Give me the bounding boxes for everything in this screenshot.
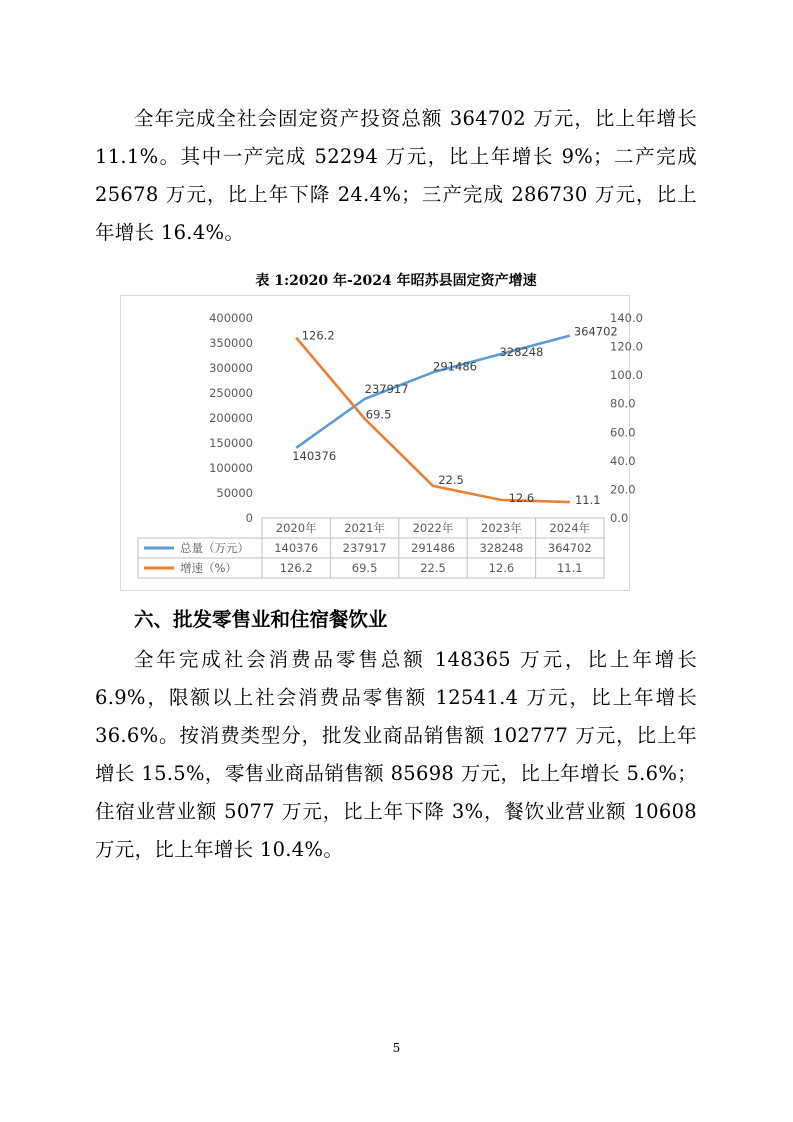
chart-title: 表 1:2020 年-2024 年昭苏县固定资产增速	[255, 273, 537, 289]
x-tick-label: 2020年	[275, 521, 317, 535]
x-tick-label: 2024年	[549, 521, 591, 535]
y-right-tick-label: 60.0	[610, 425, 636, 440]
y-right-tick-label: 40.0	[610, 453, 636, 468]
data-label: 22.5	[438, 472, 464, 487]
legend-label: 总量（万元）	[180, 541, 249, 555]
table-cell-value: 11.1	[556, 561, 583, 575]
y-left-tick-label: 350000	[209, 336, 253, 350]
data-label: 11.1	[574, 493, 601, 508]
x-tick-label: 2022年	[412, 521, 454, 535]
paragraph-retail-sales: 全年完成社会消费品零售总额 148365 万元，比上年增长 6.9%，限额以上社会消费品零售额 12541.4 万元，比上年增长 36.6%。按消费类型分，批发业商品销售额 102777 万元，比上年增长 15.5%，零售业商品销售额 85698 万元，比上年增长 5.6%；住宿业营业额 5077 万元，比上年下降 3%，餐饮业营业额 10608 万元，比上年增长 10.4%。	[95, 648, 697, 861]
table-cell-value: 22.5	[420, 561, 446, 575]
data-label: 328248	[499, 344, 544, 359]
data-label: 364702	[573, 324, 618, 339]
paragraph-fixed-asset-investment: 全年完成全社会固定资产投资总额 364702 万元，比上年增长 11.1%。其中一产完成 52294 万元，比上年增长 9%；二产完成 25678 万元，比上年下降 24.4%；三产完成 286730 万元，比上年增长 16.4%。	[95, 107, 697, 244]
data-label: 69.5	[365, 407, 392, 422]
y-left-tick-label: 50000	[216, 486, 253, 500]
y-right-tick-label: 100.0	[610, 368, 643, 383]
y-left-tick-label: 300000	[209, 361, 253, 375]
data-label: 291486	[433, 359, 477, 374]
table-cell-value: 140376	[274, 541, 319, 555]
y-right-tick-label: 140.0	[610, 311, 643, 325]
data-label: 140376	[292, 448, 337, 463]
table-cell-value: 126.2	[279, 561, 313, 575]
y-left-tick-label: 0	[245, 511, 253, 525]
y-left-tick-label: 250000	[209, 386, 253, 400]
table-cell-value: 364702	[547, 541, 592, 555]
data-label: 237917	[364, 382, 409, 397]
page-number: 5	[392, 1041, 401, 1055]
fixed-asset-chart	[120, 295, 643, 591]
y-left-tick-label: 400000	[209, 311, 253, 325]
table-cell-value: 237917	[342, 541, 387, 555]
y-left-tick-label: 150000	[209, 436, 253, 450]
table-cell-value: 291486	[411, 541, 455, 555]
y-right-tick-label: 80.0	[610, 396, 636, 411]
y-right-tick-label: 20.0	[610, 482, 636, 497]
y-right-tick-label: 120.0	[610, 339, 643, 354]
data-label: 126.2	[301, 328, 335, 343]
y-left-tick-label: 200000	[209, 411, 253, 425]
legend-label: 增速（%）	[180, 561, 237, 575]
table-cell-value: 12.6	[488, 561, 515, 575]
data-label: 12.6	[508, 491, 535, 505]
y-right-tick-label: 0.0	[610, 511, 629, 525]
x-tick-label: 2023年	[481, 521, 522, 535]
table-cell-value: 328248	[479, 541, 524, 555]
section-heading: 六、批发零售业和住宿餐饮业	[134, 608, 388, 631]
y-left-tick-label: 100000	[209, 461, 253, 475]
table-cell-value: 69.5	[351, 561, 378, 575]
x-tick-label: 2021年	[344, 521, 385, 535]
